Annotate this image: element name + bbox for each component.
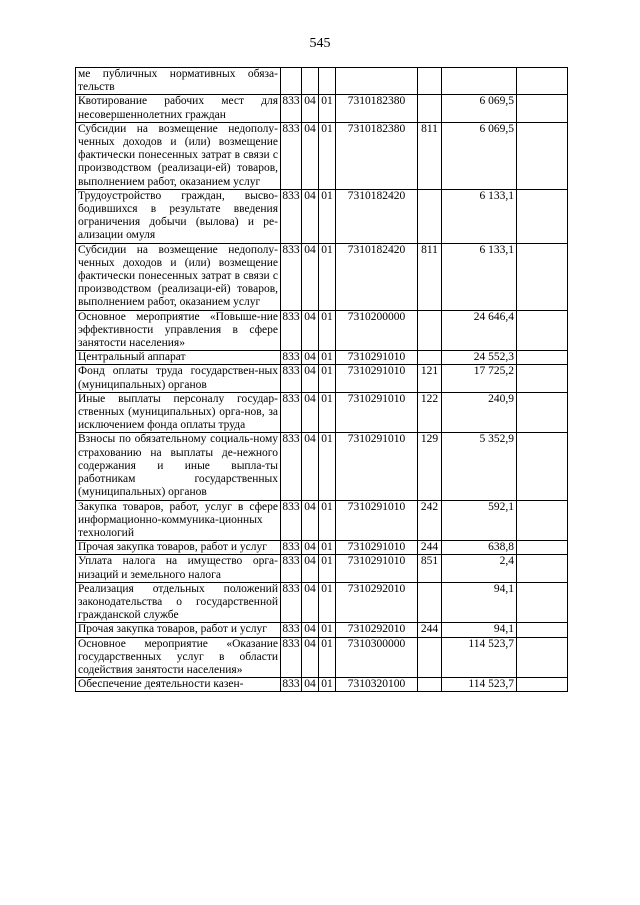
row-name-cell: Закупка товаров, работ, услуг в сфере информационно-коммуника-ционных технологий <box>76 500 281 541</box>
subsection-code-cell: 01 <box>319 623 336 637</box>
expense-type-cell <box>418 189 442 243</box>
ministry-code-cell: 833 <box>282 541 300 554</box>
row-name-cell: Квотирование рабочих мест для несовершеннолетних граждан <box>76 95 281 122</box>
subsection-code-cell: 01 <box>319 582 336 623</box>
target-article-cell: 7310291010 <box>336 351 418 365</box>
expense-type-cell: 129 <box>418 433 442 500</box>
extra-cell <box>517 500 568 541</box>
ministry-code-cell: 833 <box>282 351 300 364</box>
amount-cell: 24 552,3 <box>442 351 517 365</box>
ministry-code-cell <box>281 68 302 95</box>
section-code-cell: 04 <box>302 500 319 541</box>
amount-cell: 114 523,7 <box>442 678 517 692</box>
ministry-code-cell: 833 <box>282 623 300 636</box>
extra-cell <box>517 243 568 310</box>
expense-type-cell: 244 <box>418 623 442 637</box>
amount-cell <box>442 68 517 95</box>
subsection-code-cell: 01 <box>319 500 336 541</box>
table-row <box>76 637 568 678</box>
row-name-cell: ме публичных нормативных обяза-тельств <box>76 68 281 95</box>
amount-cell: 114 523,7 <box>442 637 517 678</box>
expense-type-cell: 851 <box>418 555 442 582</box>
row-name-cell: Субсидии на возмещение недополу-ченных доходов и (или) возмещение фактически понесенных затрат в связи с производством (реализаци-ей) товаров, выполнением работ, оказанием услуг <box>76 122 281 189</box>
amount-cell: 2,4 <box>442 555 517 582</box>
table-row <box>76 122 568 189</box>
section-code-cell: 04 <box>302 541 319 555</box>
section-code-cell: 04 <box>302 243 319 310</box>
subsection-code-cell: 01 <box>319 189 336 243</box>
extra-cell <box>517 433 568 500</box>
amount-cell: 94,1 <box>442 623 517 637</box>
subsection-code-cell: 01 <box>319 637 336 678</box>
subsection-code-cell: 01 <box>319 95 336 122</box>
target-article-cell: 7310291010 <box>336 500 418 541</box>
target-article-cell: 7310291010 <box>336 365 418 392</box>
amount-cell: 592,1 <box>442 500 517 541</box>
section-code-cell: 04 <box>302 433 319 500</box>
amount-cell: 5 352,9 <box>442 433 517 500</box>
section-code-cell: 04 <box>302 122 319 189</box>
amount-cell: 6 133,1 <box>442 243 517 310</box>
expense-type-cell: 811 <box>418 122 442 189</box>
table-row <box>76 243 568 310</box>
expense-type-cell: 242 <box>418 500 442 541</box>
target-article-cell: 7310291010 <box>336 555 418 582</box>
ministry-code-cell: 833 <box>281 365 302 392</box>
extra-cell <box>517 351 568 365</box>
section-code-cell: 04 <box>302 555 319 582</box>
ministry-code-cell: 833 <box>281 310 302 351</box>
table-row <box>76 189 568 243</box>
row-name-cell: Основное мероприятие «Повыше-ние эффективности управления в сфере занятости населения» <box>76 310 281 351</box>
section-code-cell <box>302 68 319 95</box>
ministry-code-cell: 833 <box>281 500 302 541</box>
target-article-cell: 7310291010 <box>336 392 418 433</box>
expense-type-cell: 811 <box>418 243 442 310</box>
ministry-code-cell: 833 <box>281 637 302 678</box>
row-name-cell: Обеспечение деятельности казен- <box>76 678 281 692</box>
section-code-cell: 04 <box>302 95 319 122</box>
extra-cell <box>517 678 568 692</box>
extra-cell <box>517 310 568 351</box>
table-row <box>76 623 568 637</box>
amount-cell: 6 069,5 <box>442 122 517 189</box>
budget-table <box>75 67 568 692</box>
extra-cell <box>517 189 568 243</box>
target-article-cell: 7310182420 <box>336 243 418 310</box>
extra-cell <box>517 365 568 392</box>
table-row <box>76 678 568 692</box>
expense-type-cell <box>418 68 442 95</box>
expense-type-cell <box>418 637 442 678</box>
row-name-cell: Субсидии на возмещение недополу-ченных доходов и (или) возмещение фактически понесенных затрат в связи с производством (реализаци-ей) товаров, выполнением работ, оказанием услуг <box>76 243 281 310</box>
subsection-code-cell: 01 <box>319 555 336 582</box>
extra-cell <box>517 95 568 122</box>
amount-cell: 24 646,4 <box>442 310 517 351</box>
extra-cell <box>517 555 568 582</box>
section-code-cell: 04 <box>302 582 319 623</box>
amount-cell: 240,9 <box>442 392 517 433</box>
subsection-code-cell: 01 <box>319 678 336 692</box>
section-code-cell: 04 <box>302 351 319 365</box>
page-number: 545 <box>309 36 331 51</box>
expense-type-cell <box>418 310 442 351</box>
target-article-cell: 7310320100 <box>336 678 418 692</box>
row-name-cell: Прочая закупка товаров, работ и услуг <box>76 623 281 637</box>
table-row <box>76 433 568 500</box>
target-article-cell: 7310291010 <box>336 433 418 500</box>
amount-cell: 17 725,2 <box>442 365 517 392</box>
section-code-cell: 04 <box>302 678 319 692</box>
subsection-code-cell: 01 <box>319 351 336 365</box>
section-code-cell: 04 <box>302 310 319 351</box>
expense-type-cell <box>418 678 442 692</box>
ministry-code-cell: 833 <box>281 433 302 500</box>
table-row <box>76 95 568 122</box>
section-code-cell: 04 <box>302 365 319 392</box>
table-row <box>76 310 568 351</box>
row-name-cell: Иные выплаты персоналу государ-ственных (муниципальных) орга-нов, за исключением фонда оплаты труда <box>76 392 281 433</box>
expense-type-cell <box>418 582 442 623</box>
target-article-cell: 7310182420 <box>336 189 418 243</box>
subsection-code-cell: 01 <box>319 541 336 555</box>
target-article-cell: 7310300000 <box>336 637 418 678</box>
extra-cell <box>517 637 568 678</box>
subsection-code-cell <box>319 68 336 95</box>
row-name-cell: Взносы по обязательному социаль-ному страхованию на выплаты де-нежного содержания и иные выпла-ты работникам государственных (муниципальных) органов <box>76 433 281 500</box>
expense-type-cell <box>418 95 442 122</box>
target-article-cell: 7310292010 <box>336 582 418 623</box>
table-row <box>76 365 568 392</box>
amount-cell: 6 133,1 <box>442 189 517 243</box>
expense-type-cell: 122 <box>418 392 442 433</box>
table-row <box>76 582 568 623</box>
subsection-code-cell: 01 <box>319 243 336 310</box>
extra-cell <box>517 68 568 95</box>
amount-cell: 94,1 <box>442 582 517 623</box>
target-article-cell: 7310292010 <box>336 623 418 637</box>
section-code-cell: 04 <box>302 392 319 433</box>
target-article-cell <box>336 68 418 95</box>
subsection-code-cell: 01 <box>319 392 336 433</box>
row-name-cell: Центральный аппарат <box>76 351 281 365</box>
amount-cell: 638,8 <box>442 541 517 555</box>
extra-cell <box>517 582 568 623</box>
ministry-code-cell: 833 <box>282 678 300 691</box>
row-name-cell: Уплата налога на имущество орга-низаций и земельного налога <box>76 555 281 582</box>
subsection-code-cell: 01 <box>319 122 336 189</box>
ministry-code-cell: 833 <box>281 122 302 189</box>
table-row <box>76 500 568 541</box>
row-name-cell: Трудоустройство граждан, высво-бодившихся в результате введения ограничения добычи (вылова) и ре-ализации омуля <box>76 189 281 243</box>
section-code-cell: 04 <box>302 637 319 678</box>
extra-cell <box>517 392 568 433</box>
row-name-cell: Основное мероприятие «Оказание государственных услуг в области содействия занятости населения» <box>76 637 281 678</box>
ministry-code-cell: 833 <box>281 243 302 310</box>
subsection-code-cell: 01 <box>319 433 336 500</box>
expense-type-cell: 121 <box>418 365 442 392</box>
table-row <box>76 351 568 365</box>
extra-cell <box>517 541 568 555</box>
amount-cell: 6 069,5 <box>442 95 517 122</box>
table-row <box>76 541 568 555</box>
extra-cell <box>517 623 568 637</box>
ministry-code-cell: 833 <box>281 189 302 243</box>
ministry-code-cell: 833 <box>281 582 302 623</box>
ministry-code-cell: 833 <box>281 555 302 582</box>
target-article-cell: 7310182380 <box>336 95 418 122</box>
table-row <box>76 392 568 433</box>
target-article-cell: 7310291010 <box>336 541 418 555</box>
section-code-cell: 04 <box>302 623 319 637</box>
target-article-cell: 7310200000 <box>336 310 418 351</box>
table-body <box>76 68 568 692</box>
row-name-cell: Реализация отдельных положений законодательства о государственной гражданской службе <box>76 582 281 623</box>
subsection-code-cell: 01 <box>319 365 336 392</box>
ministry-code-cell: 833 <box>281 392 302 433</box>
expense-type-cell: 244 <box>418 541 442 555</box>
table-row <box>76 555 568 582</box>
extra-cell <box>517 122 568 189</box>
row-name-cell: Фонд оплаты труда государствен-ных (муниципальных) органов <box>76 365 281 392</box>
ministry-code-cell: 833 <box>281 95 302 122</box>
target-article-cell: 7310182380 <box>336 122 418 189</box>
subsection-code-cell: 01 <box>319 310 336 351</box>
row-name-cell: Прочая закупка товаров, работ и услуг <box>76 541 281 555</box>
expense-type-cell <box>418 351 442 365</box>
section-code-cell: 04 <box>302 189 319 243</box>
table-row <box>76 68 568 95</box>
